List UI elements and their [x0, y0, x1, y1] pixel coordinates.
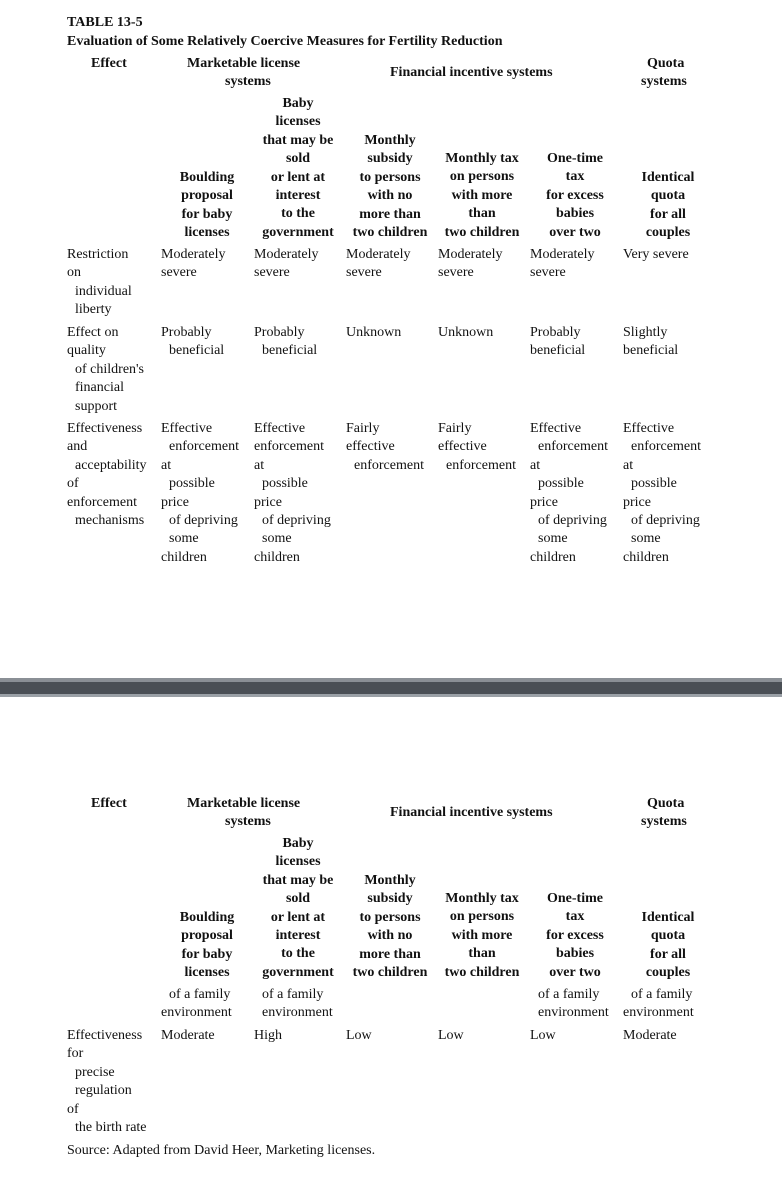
header-quota: Quota — [647, 56, 685, 71]
cell: Moderately severe — [530, 247, 595, 281]
cell: High — [254, 1028, 282, 1043]
page-divider-bottom — [0, 694, 782, 697]
col-monthly-subsidy: Monthly subsidy to persons with no more than two children — [352, 873, 428, 981]
cell: Low — [438, 1028, 464, 1043]
cell: Probably beneficial — [161, 325, 225, 359]
cell: Unknown — [346, 325, 402, 340]
header-financial: Financial incentive systems — [390, 65, 553, 80]
cell: Slightly beneficial — [623, 325, 679, 359]
row-label: Effectiveness and acceptability of enforcement mechanisms — [67, 421, 147, 529]
cell: Low — [346, 1028, 372, 1043]
col-monthly-subsidy: Monthly subsidy to persons with no more than two children — [352, 133, 428, 241]
page-divider — [0, 682, 782, 694]
col-monthly-tax: Monthly tax on persons with more than two children — [444, 891, 520, 980]
col-identical-quota: Identical quota for all couples — [641, 170, 695, 241]
cell: Effective enforcement at possible price of depriving some children — [530, 421, 608, 565]
row-label: Effectiveness for precise regulation of the birth rate — [67, 1028, 147, 1136]
cell: of a family environment — [161, 987, 232, 1021]
cell: of a family environment — [262, 987, 333, 1021]
cell: Fairly effective enforcement — [346, 421, 424, 473]
row-label: Restriction on individual liberty — [67, 247, 132, 318]
cell: of a family environment — [538, 987, 609, 1021]
cell: Probably beneficial — [530, 325, 586, 359]
col-onetime-tax: One-time tax for excess babies over two — [546, 891, 604, 980]
col-baby-licenses: Baby licenses that may be sold or lent at interest to the government — [262, 96, 334, 240]
table-label: TABLE 13-5 — [67, 15, 143, 30]
source-note: Source: Adapted from David Heer, Marketing licenses. — [67, 1143, 376, 1158]
row-label: Effect on quality of children's financial support — [67, 325, 145, 414]
cell: Moderate — [161, 1028, 215, 1043]
cell: Moderately severe — [438, 247, 503, 281]
cell: Fairly effective enforcement — [438, 421, 516, 473]
col-boulding: Boulding proposal for baby licenses — [179, 910, 235, 981]
cell: Probably beneficial — [254, 325, 318, 359]
header-effect: Effect — [91, 56, 127, 71]
col-baby-licenses: Baby licenses that may be sold or lent at interest to the government — [262, 836, 334, 980]
cell: Moderate — [623, 1028, 677, 1043]
cell: Effective enforcement at possible price of depriving some children — [161, 421, 239, 565]
cell: Effective enforcement at possible price of depriving some children — [254, 421, 331, 565]
table-title: Evaluation of Some Relatively Coercive Measures for Fertility Reduction — [67, 34, 503, 49]
cell: Effective enforcement at possible price of depriving some children — [623, 421, 701, 565]
col-boulding: Boulding proposal for baby licenses — [179, 170, 235, 241]
header-effect: Effect — [91, 796, 127, 811]
col-onetime-tax: One-time tax for excess babies over two — [546, 151, 604, 240]
col-monthly-tax: Monthly tax on persons with more than two children — [444, 151, 520, 240]
cell: Very severe — [623, 247, 689, 262]
header-marketable: Marketable license — [187, 796, 301, 811]
cell: Unknown — [438, 325, 494, 340]
header-marketable-2: systems — [225, 814, 271, 829]
cell: Low — [530, 1028, 556, 1043]
header-quota-2: systems — [641, 814, 687, 829]
header-marketable: Marketable license — [187, 56, 301, 71]
cell: Moderately severe — [254, 247, 319, 281]
cell: of a family environment — [623, 987, 694, 1021]
cell: Moderately severe — [346, 247, 411, 281]
cell: Moderately severe — [161, 247, 226, 281]
header-marketable-2: systems — [225, 74, 271, 89]
header-quota: Quota — [647, 796, 685, 811]
header-quota-2: systems — [641, 74, 687, 89]
col-identical-quota: Identical quota for all couples — [641, 910, 695, 981]
header-financial: Financial incentive systems — [390, 805, 553, 820]
